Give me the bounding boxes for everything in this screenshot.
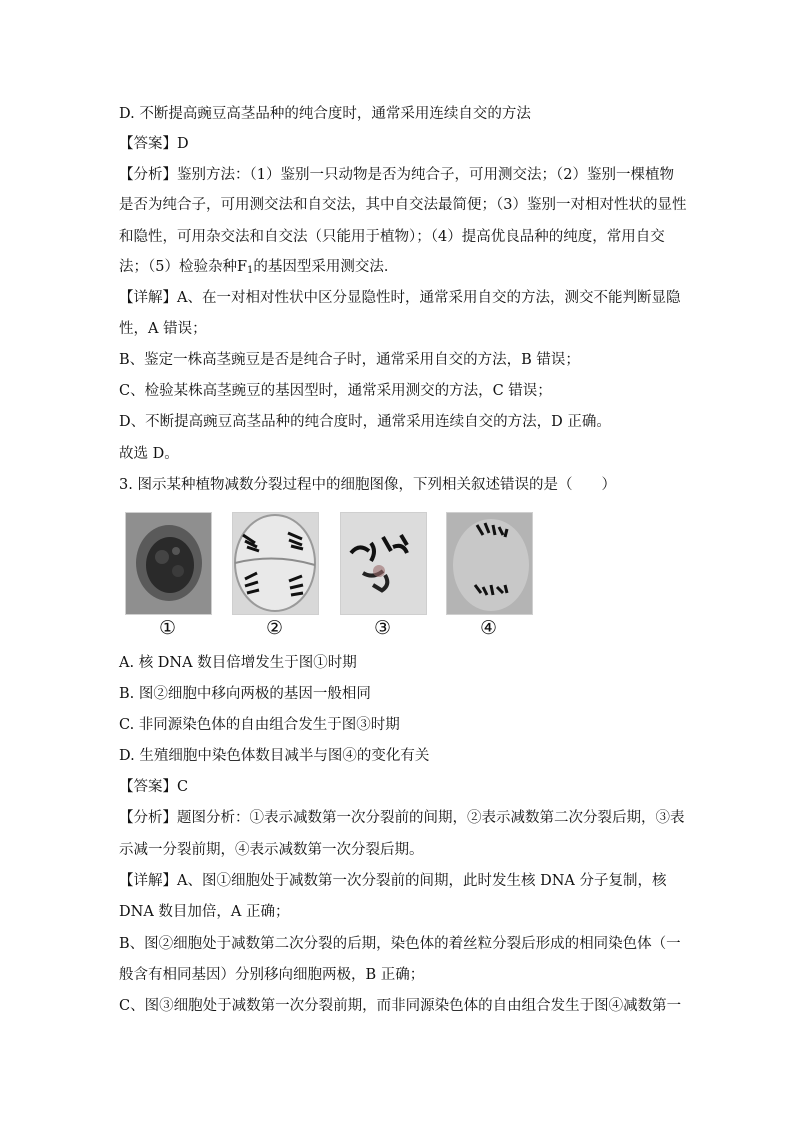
text-line: [119, 257, 679, 281]
text-line: 【详解】A、在一对相对性状中区分显隐性时，通常采用自交的方法，测交不能判断显隐: [119, 290, 681, 306]
text-line: 示减一分裂前期，④表示减数第一次分裂后期。: [119, 842, 424, 858]
figure-2-label: ②: [265, 617, 284, 639]
figure-4-label: ④: [479, 617, 498, 639]
figure-row: [125, 512, 545, 642]
text-line: 故选 D。: [119, 446, 179, 462]
text-line: C、图③细胞处于减数第一次分裂前期，而非同源染色体的自由组合发生于图④减数第一: [119, 998, 682, 1014]
text-line: 【分析】题图分析：①表示减数第一次分裂前的间期，②表示减数第二次分裂后期，③表: [119, 810, 685, 826]
question-3-stem: 3. 图示某种植物减数分裂过程中的细胞图像，下列相关叙述错误的是（ ）: [119, 477, 616, 493]
answer-line: 【答案】D: [119, 136, 189, 152]
figure-2-image: [232, 512, 319, 615]
option-b: B. 图②细胞中移向两极的基因一般相同: [119, 686, 371, 702]
figure-1-image: [125, 512, 212, 615]
text-line: D. 不断提高豌豆高茎品种的纯合度时，通常采用连续自交的方法: [119, 106, 531, 122]
subscript: 1: [247, 265, 254, 276]
text-line: DNA 数目加倍，A 正确；: [119, 904, 290, 920]
text-line: 【详解】A、图①细胞处于减数第一次分裂前的间期，此时发生核 DNA 分子复制，核: [119, 873, 667, 889]
text-line: C、检验某株高茎豌豆的基因型时，通常采用测交的方法，C 错误；: [119, 383, 552, 399]
text-line: 和隐性，可用杂交法和自交法（只能用于植物）；（4）提高优良品种的纯度，常用自交: [119, 229, 665, 245]
figure-4-image: [446, 512, 533, 615]
text-line: 性，A 错误；: [119, 321, 207, 337]
figure-3-image: [340, 512, 427, 615]
text-line: D、不断提高豌豆高茎品种的纯合度时，通常采用连续自交的方法，D 正确。: [119, 414, 611, 430]
option-d: D. 生殖细胞中染色体数目减半与图④的变化有关: [119, 748, 430, 764]
text-line: 般含有相同基因）分别移向细胞两极，B 正确；: [119, 967, 425, 983]
text-span: 法；（5）检验杂种: [119, 259, 237, 275]
text-line: B、图②细胞处于减数第二次分裂的后期，染色体的着丝粒分裂后形成的相同染色体（一: [119, 936, 681, 952]
option-c: C. 非同源染色体的自由组合发生于图③时期: [119, 717, 400, 733]
text-span: F: [236, 259, 248, 275]
text-span: 的基因型采用测交法．: [253, 259, 399, 275]
figure-3-label: ③: [373, 617, 392, 639]
answer-line: 【答案】C: [119, 779, 189, 795]
option-a: A. 核 DNA 数目倍增发生于图①时期: [119, 655, 357, 671]
text-line: 是否为纯合子，可用测交法和自交法，其中自交法最简便；（3）鉴别一对相对性状的显性: [119, 197, 687, 213]
text-line: B、鉴定一株高茎豌豆是否是纯合子时，通常采用自交的方法，B 错误；: [119, 352, 580, 368]
text-line: 【分析】鉴别方法：（1）鉴别一只动物是否为纯合子，可用测交法；（2）鉴别一棵植物: [119, 167, 674, 183]
figure-1-label: ①: [158, 617, 177, 639]
